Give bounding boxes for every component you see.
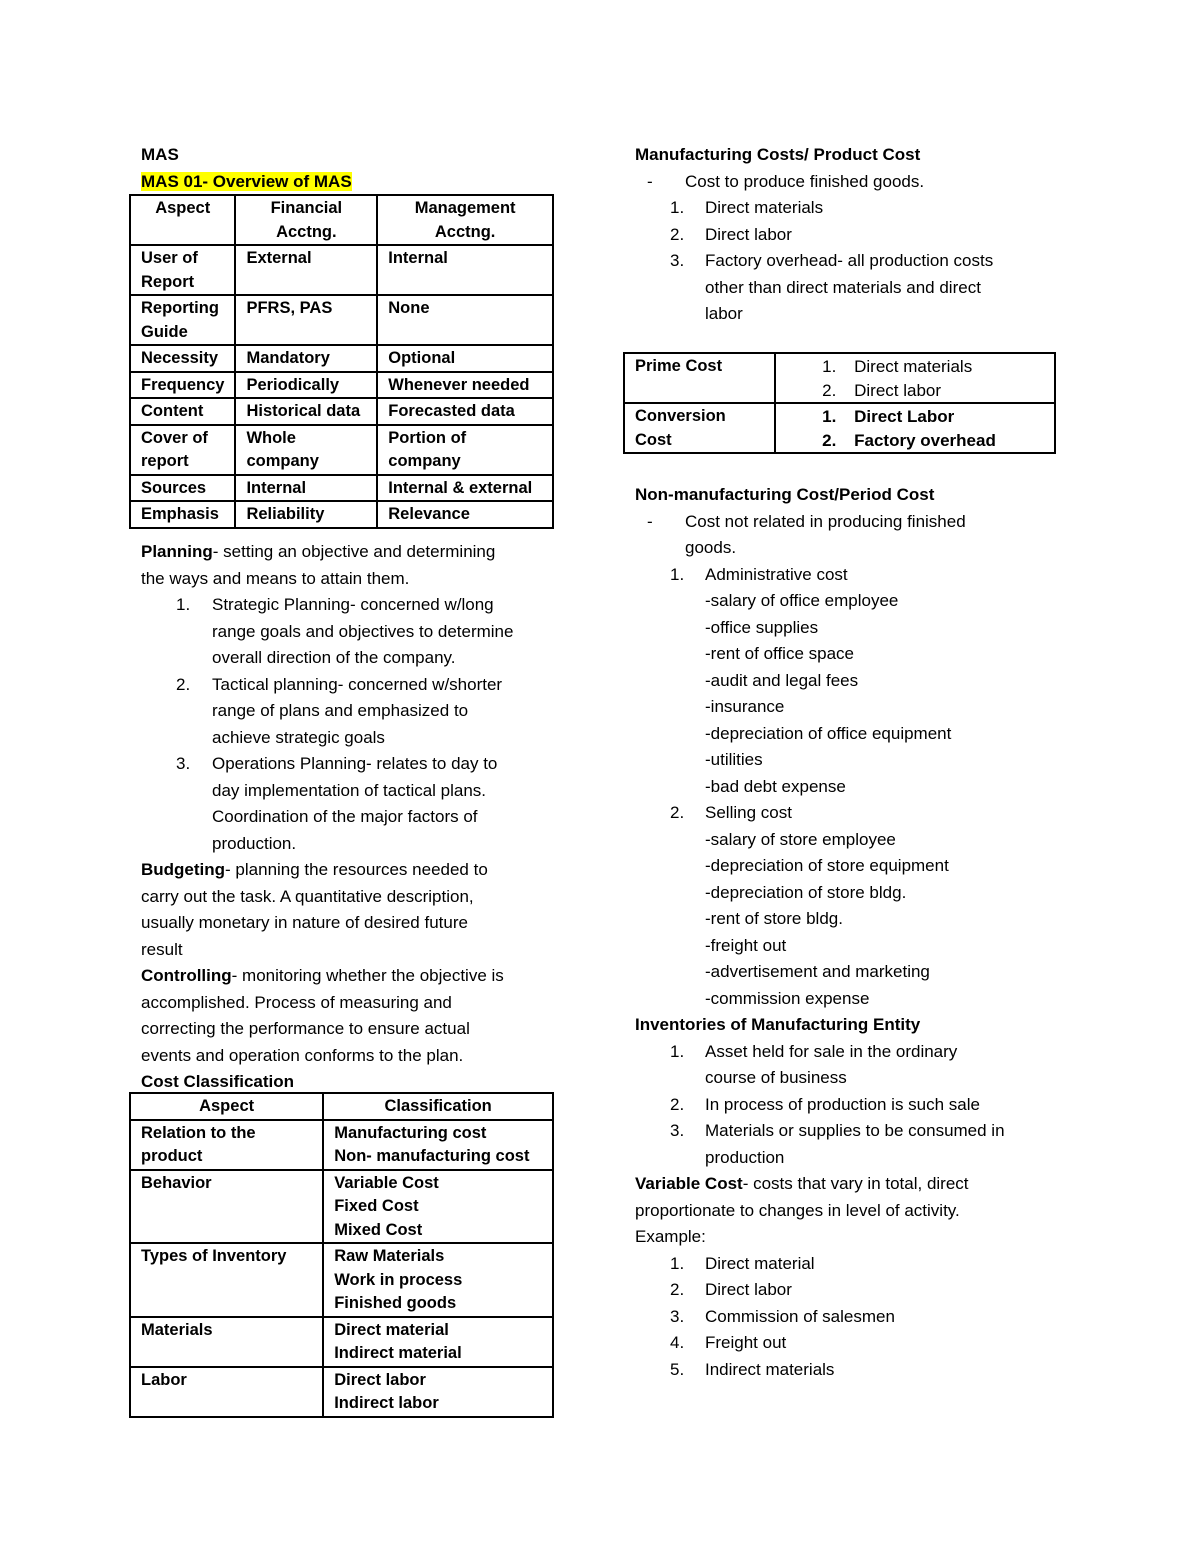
manufacturing-list	[635, 195, 993, 328]
selling-title-line	[635, 800, 1005, 827]
list-text: labor	[705, 304, 743, 323]
overview-cell: Historical data	[235, 398, 377, 425]
list-number: 1.	[670, 198, 685, 217]
variable-cost-def: - costs that vary in total, direct	[742, 1174, 969, 1193]
overview-header-cell: Aspect	[130, 195, 235, 245]
cost-classification-cell	[323, 1367, 553, 1417]
doc-title: MAS	[141, 145, 179, 164]
selling-item: -commission expense	[705, 988, 870, 1008]
list-line	[635, 248, 993, 275]
classification-item: Mixed Cost	[334, 1220, 423, 1239]
cost-header-cell: Aspect	[130, 1093, 323, 1120]
classification-item: Direct labor	[334, 1370, 426, 1389]
controlling-def-cont	[141, 990, 513, 1070]
prime-row	[624, 353, 1055, 403]
overview-row	[130, 245, 553, 295]
list-text: Coordination of the major factors of	[212, 807, 478, 826]
overview-cell: Forecasted data	[377, 398, 553, 425]
overview-cell: Necessity	[130, 345, 235, 372]
list-line	[141, 698, 513, 725]
list-text: Direct materials	[705, 198, 824, 217]
overview-header-row	[130, 195, 553, 245]
classification-item: Indirect material	[334, 1344, 462, 1362]
planning-term: Planning	[141, 542, 213, 561]
list-text: Commission of salesmen	[705, 1306, 895, 1326]
manufacturing-block	[635, 142, 993, 328]
list-number: 3.	[670, 251, 685, 270]
classification-item: Finished goods	[334, 1294, 457, 1312]
list-text: In process of production is such sale	[705, 1094, 980, 1114]
budgeting-line: carry out the task. A quantitative description,	[141, 886, 474, 906]
overview-row	[130, 425, 553, 475]
list-number: 3.	[670, 1306, 685, 1326]
overview-row	[130, 372, 553, 399]
classification-item: Work in process	[334, 1270, 463, 1289]
admin-title-line	[635, 562, 1005, 589]
list-line	[635, 1065, 1005, 1092]
admin-item: -bad debt expense	[705, 776, 846, 796]
list-text: Operations Planning- relates to day to	[212, 754, 498, 773]
list-text: Asset held for sale in the ordinary	[705, 1041, 958, 1061]
list-text: Direct labor	[705, 1280, 792, 1299]
cost-classification-title: Cost Classification	[141, 1072, 295, 1091]
list-number: 1.	[176, 595, 191, 614]
list-line	[141, 725, 513, 752]
inventories-title: Inventories of Manufacturing Entity	[635, 1015, 921, 1034]
overview-header-cell: Management Acctng.	[377, 195, 553, 245]
admin-item: -utilities	[705, 750, 763, 769]
dash-bullet: -	[647, 511, 653, 531]
selling-item: -depreciation of store equipment	[705, 856, 949, 875]
list-number: 2.	[176, 674, 191, 694]
overview-cell: Internal & external	[377, 475, 553, 502]
list-text: achieve strategic goals	[212, 727, 385, 747]
budgeting-line: usually monetary in nature of desired future	[141, 913, 468, 932]
prime-item-text: Direct Labor	[854, 407, 955, 426]
administrative-cost-list	[635, 562, 1005, 801]
overview-cell: Portion of company	[377, 425, 553, 475]
list-text: production	[705, 1147, 785, 1167]
list-line	[141, 778, 513, 805]
overview-cell: Mandatory	[235, 345, 377, 372]
list-line	[635, 222, 993, 249]
overview-row	[130, 295, 553, 345]
manufacturing-title: Manufacturing Costs/ Product Cost	[635, 145, 921, 164]
cost-aspect-cell: Relation to the product	[130, 1120, 323, 1170]
prime-item	[822, 355, 1044, 379]
prime-row	[624, 403, 1055, 453]
classification-item: Fixed Cost	[334, 1197, 419, 1215]
list-text: range goals and objectives to determine	[212, 621, 514, 641]
prime-label-cell: Prime Cost	[624, 353, 775, 403]
list-number: 4.	[670, 1333, 685, 1352]
prime-items-cell	[775, 403, 1055, 453]
list-text: Factory overhead- all production costs	[705, 251, 994, 270]
list-text: Strategic Planning- concerned w/long	[212, 595, 494, 614]
list-line	[141, 672, 513, 699]
admin-item: -office supplies	[705, 617, 819, 637]
overview-row	[130, 345, 553, 372]
controlling-line: accomplished. Process of measuring and	[141, 992, 452, 1012]
overview-cell: None	[377, 295, 553, 345]
variable-cost-term: Variable Cost	[635, 1174, 743, 1193]
prime-item	[822, 379, 1044, 403]
list-line	[141, 619, 513, 646]
budgeting-def: - planning the resources needed to	[225, 860, 488, 879]
list-line	[141, 645, 513, 672]
list-line	[141, 592, 513, 619]
variable-item	[635, 1304, 1005, 1331]
prime-item-num: 1.	[822, 407, 837, 426]
overview-cell: Internal	[377, 245, 553, 295]
cost-row	[130, 1120, 553, 1170]
cost-classification-cell	[323, 1120, 553, 1170]
prime-items-cell	[775, 353, 1055, 403]
planning-def: - setting an objective and determining	[212, 542, 496, 561]
overview-cell: Cover of report	[130, 425, 235, 475]
list-number: 5.	[670, 1359, 685, 1379]
list-number: 2.	[670, 1280, 685, 1299]
admin-item: -insurance	[705, 697, 785, 716]
list-line	[635, 301, 993, 328]
nonmanufacturing-block	[635, 482, 1005, 1383]
planning-list	[141, 592, 513, 857]
selling-item: -freight out	[705, 935, 787, 955]
prime-item-num: 2.	[822, 430, 837, 450]
list-number: 1.	[670, 1041, 685, 1061]
overview-cell: Periodically	[235, 372, 377, 399]
selling-item: -depreciation of store bldg.	[705, 882, 907, 902]
list-text: Freight out	[705, 1333, 787, 1352]
controlling-line: events and operation conforms to the plan.	[141, 1045, 464, 1065]
list-number: 1.	[670, 1253, 685, 1273]
list-line	[635, 1118, 1005, 1145]
controlling-line: correcting the performance to ensure actual	[141, 1019, 470, 1038]
list-number: 2.	[670, 803, 685, 822]
admin-item: -salary of office employee	[705, 591, 899, 610]
cost-header-row	[130, 1093, 553, 1120]
list-line	[141, 751, 513, 778]
overview-cell: Emphasis	[130, 501, 235, 528]
nonmfg-dash-2: goods.	[685, 538, 737, 557]
overview-cell: Relevance	[377, 501, 553, 528]
prime-item-num: 2.	[822, 380, 837, 400]
classification-item: Raw Materials	[334, 1247, 445, 1265]
admin-item: -rent of office space	[705, 644, 854, 663]
variable-item	[635, 1277, 1005, 1304]
cost-classification-cell	[323, 1170, 553, 1244]
prime-label-cell: Conversion Cost	[624, 403, 775, 453]
overview-cell: User of Report	[130, 245, 235, 295]
prime-conversion-table	[623, 352, 1056, 454]
classification-item: Indirect labor	[334, 1394, 439, 1412]
controlling-term: Controlling	[141, 966, 232, 985]
list-number: 1.	[670, 564, 685, 584]
cost-classification-cell	[323, 1243, 553, 1317]
planning-def-cont: the ways and means to attain them.	[141, 568, 410, 588]
cost-aspect-cell: Labor	[130, 1367, 323, 1417]
list-line	[635, 1039, 1005, 1066]
overview-cell: Content	[130, 398, 235, 425]
overview-cell: Frequency	[130, 372, 235, 399]
budgeting-def-cont	[141, 884, 513, 964]
list-number: 2.	[670, 224, 685, 244]
list-text: Indirect materials	[705, 1359, 835, 1379]
cost-classification-table	[129, 1092, 554, 1418]
inventories-list	[635, 1039, 1005, 1172]
selling-title: Selling cost	[705, 803, 792, 822]
list-number: 3.	[670, 1121, 685, 1140]
overview-cell: Whenever needed	[377, 372, 553, 399]
list-text: production.	[212, 833, 297, 853]
list-line	[141, 831, 513, 858]
overview-header-cell: Financial Acctng.	[235, 195, 377, 245]
list-line	[635, 1145, 1005, 1172]
list-number: 2.	[670, 1094, 685, 1114]
selling-cost-list	[635, 800, 1005, 1012]
overview-cell: Internal	[235, 475, 377, 502]
list-line	[141, 804, 513, 831]
overview-cell: Sources	[130, 475, 235, 502]
overview-row	[130, 501, 553, 528]
overview-cell: PFRS, PAS	[235, 295, 377, 345]
nonmfg-dash-1: Cost not related in producing finished	[685, 511, 966, 531]
list-line	[635, 1092, 1005, 1119]
prime-item	[822, 429, 1044, 453]
variable-cost-list	[635, 1251, 1005, 1384]
prime-item	[822, 405, 1044, 429]
overview-row	[130, 475, 553, 502]
section-title-highlight: MAS 01- Overview of MAS	[141, 172, 352, 191]
prime-item-text: Factory overhead	[854, 430, 996, 450]
dash-bullet: -	[647, 171, 653, 191]
controlling-def: - monitoring whether the objective is	[231, 966, 504, 985]
example-label: Example:	[635, 1227, 706, 1246]
overview-table	[129, 194, 554, 529]
overview-cell: External	[235, 245, 377, 295]
cost-row	[130, 1170, 553, 1244]
list-text: Direct material	[705, 1253, 815, 1273]
classification-item: Non- manufacturing cost	[334, 1147, 530, 1165]
cost-aspect-cell: Behavior	[130, 1170, 323, 1244]
overview-cell: Reliability	[235, 501, 377, 528]
list-text: day implementation of tactical plans.	[212, 780, 487, 800]
classification-item: Variable Cost	[334, 1173, 439, 1192]
list-text: Materials or supplies to be consumed in	[705, 1121, 1005, 1140]
list-number: 3.	[176, 754, 191, 773]
section-title	[141, 169, 352, 195]
budgeting-line: result	[141, 939, 183, 959]
overview-cell: Optional	[377, 345, 553, 372]
variable-item	[635, 1330, 1005, 1357]
prime-item-text: Direct materials	[854, 357, 973, 376]
prime-item-num: 1.	[822, 357, 837, 376]
cost-classification-cell	[323, 1317, 553, 1367]
list-text: course of business	[705, 1068, 847, 1087]
manufacturing-dash: Cost to produce finished goods.	[685, 171, 925, 191]
nonmanufacturing-title: Non-manufacturing Cost/Period Cost	[635, 485, 935, 504]
cost-header-cell: Classification	[323, 1093, 553, 1120]
cost-row	[130, 1243, 553, 1317]
cost-aspect-cell: Types of Inventory	[130, 1243, 323, 1317]
admin-item: -audit and legal fees	[705, 670, 859, 690]
budgeting-term: Budgeting	[141, 860, 226, 879]
selling-item: -salary of store employee	[705, 829, 896, 849]
selling-item: -rent of store bldg.	[705, 909, 843, 928]
overview-row	[130, 398, 553, 425]
variable-item	[635, 1251, 1005, 1278]
cost-aspect-cell: Materials	[130, 1317, 323, 1367]
planning-block	[141, 539, 513, 1096]
classification-item: Direct material	[334, 1320, 449, 1339]
cost-row	[130, 1367, 553, 1417]
variable-cost-def-cont: proportionate to changes in level of activity.	[635, 1200, 960, 1220]
cost-row	[130, 1317, 553, 1367]
variable-item	[635, 1357, 1005, 1384]
list-line	[635, 195, 993, 222]
selling-item: -advertisement and marketing	[705, 962, 930, 981]
classification-item: Manufacturing cost	[334, 1123, 487, 1142]
list-text: range of plans and emphasized to	[212, 701, 469, 720]
list-text: Direct labor	[705, 224, 792, 244]
admin-title: Administrative cost	[705, 564, 848, 584]
prime-item-text: Direct labor	[854, 380, 942, 400]
list-line	[635, 275, 993, 302]
overview-cell: Reporting Guide	[130, 295, 235, 345]
list-text: other than direct materials and direct	[705, 277, 981, 297]
list-text: Tactical planning- concerned w/shorter	[212, 674, 503, 694]
list-text: overall direction of the company.	[212, 648, 456, 667]
overview-cell: Whole company	[235, 425, 377, 475]
admin-item: -depreciation of office equipment	[705, 723, 952, 743]
